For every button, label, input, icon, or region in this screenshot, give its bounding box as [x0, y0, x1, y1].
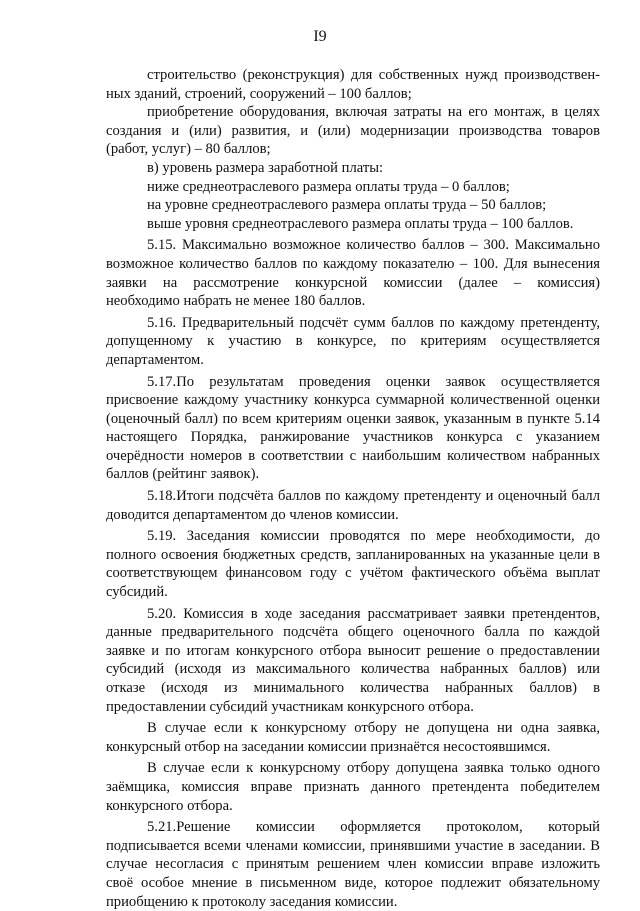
text-line: ных зданий, строений, сооружений – 100 баллов; — [106, 85, 412, 102]
text-line: допущенному к участию в конкурсе, по критериям осуществляется — [106, 333, 600, 350]
text-line: данные предварительного подсчёта общего оценочного балла по каждой — [106, 624, 600, 641]
paragraph-5-16 — [106, 314, 600, 370]
paragraph-above — [106, 215, 600, 234]
paragraph-5-20 — [106, 605, 600, 717]
text-line: подписывается всеми членами комиссии, принявшими участие в заседании. В — [106, 837, 600, 854]
text-line: 5.17.По результатам проведения оценки заявок осуществляется — [147, 373, 600, 390]
text-line: приобретение оборудования, включая затраты на его монтаж, в целях — [147, 104, 600, 121]
text-line: настоящего Порядка, ранжирование участников конкурса с указанием — [106, 429, 600, 446]
text-line: предоставлении субсидий участникам конкурсного отбора. — [106, 698, 474, 715]
text-line: 5.15. Максимально возможное количество баллов – 300. Максимально — [147, 237, 600, 254]
paragraph-one-bid — [106, 759, 600, 815]
text-line: заёмщика, комиссия вправе признать данного претендента победителем — [106, 778, 600, 795]
text-line: департаментом. — [106, 351, 204, 368]
text-line: своё особое мнение в письменном виде, которое подлежит обязательному — [106, 874, 600, 891]
paragraph-equipment — [106, 103, 600, 159]
text-line: соответствующем финансовом году с учётом фактического объёма выплат — [106, 565, 600, 582]
text-line: необходимо набрать не менее 180 баллов. — [106, 293, 366, 310]
text-line: В случае если к конкурсному отбору не допущена ни одна заявка, — [147, 720, 600, 737]
paragraph-at — [106, 196, 600, 215]
text-line: 5.19. Заседания комиссии проводятся по мере необходимости, до — [147, 528, 600, 545]
text-line: 5.20. Комиссия в ходе заседания рассматривает заявки претендентов, — [147, 605, 600, 622]
paragraph-below — [106, 178, 600, 197]
paragraph-salary-level — [106, 159, 600, 178]
text-line: создания и (или) развития, и (или) модернизации производства товаров — [106, 122, 600, 139]
text-line: субсидий (исходя из максимального количества набранных баллов) или — [106, 661, 600, 678]
document-body — [106, 66, 600, 911]
text-line: на уровне среднеотраслевого размера оплаты труда – 50 баллов; — [147, 197, 547, 214]
paragraph-no-bids — [106, 719, 600, 756]
text-line: баллов (рейтинг заявок). — [106, 466, 260, 483]
text-line: возможное количество баллов по каждому показателю – 100. Для вынесения — [106, 255, 600, 272]
paragraph-5-17 — [106, 373, 600, 485]
text-line: приобщению к протоколу заседания комиссии. — [106, 893, 398, 910]
text-line: В случае если к конкурсному отбору допущена заявка только одного — [147, 760, 600, 777]
text-line: конкурсный отбор на заседании комиссии признаётся несостоявшимся. — [106, 738, 551, 755]
text-line: очерёдности номеров в соответствии с наибольшим количеством набранных — [106, 447, 600, 464]
text-line: ниже среднеотраслевого размера оплаты труда – 0 баллов; — [147, 178, 510, 195]
text-line: присвоение каждому участнику конкурса суммарной количественной оценки — [106, 392, 600, 409]
text-line: (оценочный балл) по всем критериям оценки заявок, указанным в пункте 5.14 — [106, 410, 600, 427]
text-line: отказе (исходя из минимального количества набранных баллов) в — [106, 680, 600, 696]
text-line: конкурсного отбора. — [106, 797, 233, 814]
text-line: 5.16. Предварительный подсчёт сумм баллов по каждому претенденту, — [147, 314, 600, 331]
paragraph-5-21 — [106, 818, 600, 911]
text-line: 5.21.Решение комиссии оформляется протоколом, который — [147, 819, 600, 836]
paragraph-construction — [106, 66, 600, 103]
paragraph-5-18 — [106, 487, 600, 524]
paragraph-5-19 — [106, 527, 600, 601]
text-line: (работ, услуг) – 80 баллов; — [106, 141, 271, 158]
page-number: I9 — [313, 28, 327, 45]
text-line: случае несогласия с принятым решением член комиссии вправе изложить — [106, 856, 600, 873]
text-line: 5.18.Итоги подсчёта баллов по каждому претенденту и оценочный балл — [147, 488, 600, 505]
text-line: субсидий. — [106, 584, 168, 601]
text-line: в) уровень размера заработной платы: — [147, 159, 384, 176]
text-line: полного освоения бюджетных средств, запланированных на указанные цели в — [106, 546, 600, 563]
text-line: заявки на рассмотрение конкурсной комиссии (далее – комиссия) — [106, 274, 600, 291]
text-line: доводится департаментом до членов комиссии. — [106, 506, 399, 523]
text-line: строительство (реконструкция) для собственных нужд производствен- — [147, 67, 600, 83]
text-line: выше уровня среднеотраслевого размера оплаты труда – 100 баллов. — [147, 215, 574, 232]
paragraph-5-15 — [106, 236, 600, 310]
text-line: заявке и по итогам конкурсного отбора выносит решение о предоставлении — [106, 642, 600, 659]
